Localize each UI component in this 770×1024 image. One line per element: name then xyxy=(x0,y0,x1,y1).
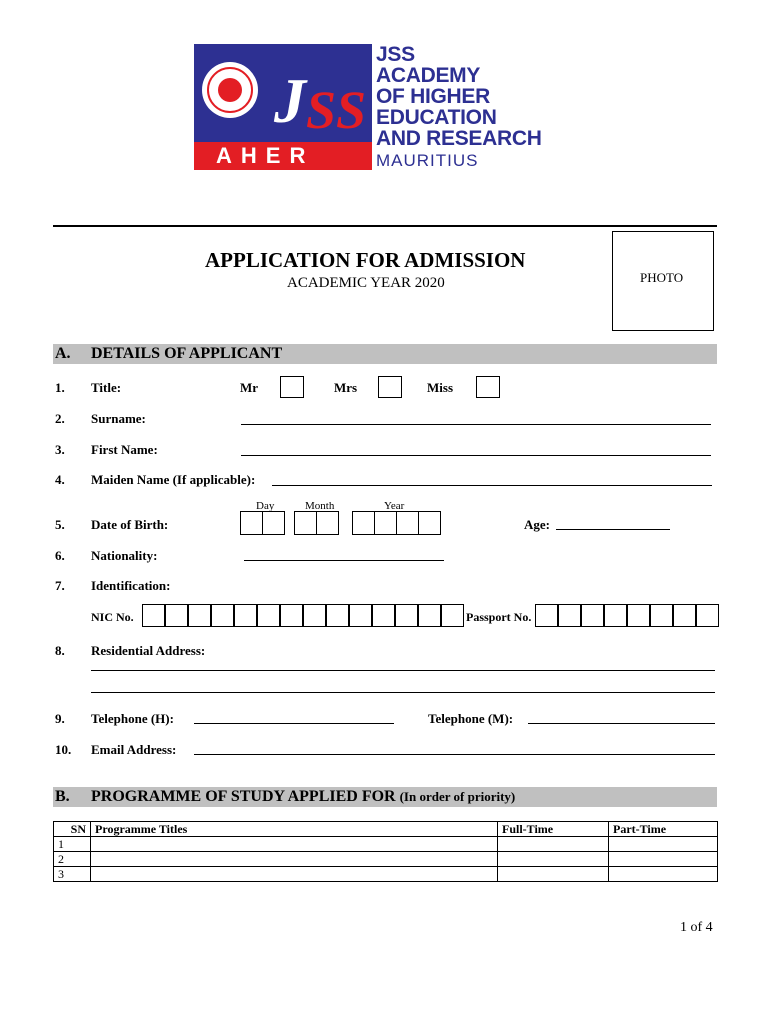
nic-box[interactable] xyxy=(349,604,372,627)
title-option-mr-checkbox[interactable] xyxy=(280,376,304,398)
title-label: Title: xyxy=(91,380,122,395)
field-num-7: 7. xyxy=(55,578,65,593)
field-num-8: 8. xyxy=(55,643,65,658)
col-header-full-time: Full-Time xyxy=(498,822,609,837)
title-option-miss-checkbox[interactable] xyxy=(476,376,500,398)
row-sn: 1 xyxy=(54,837,91,852)
passport-box[interactable] xyxy=(673,604,696,627)
logo-name-line-2: ACADEMY xyxy=(376,64,481,87)
page-subtitle: ACADEMIC YEAR 2020 xyxy=(287,275,445,291)
row-sn: 3 xyxy=(54,867,91,882)
row-programme-cell[interactable] xyxy=(91,867,498,882)
row-sn: 2 xyxy=(54,852,91,867)
telephone-home-label: Telephone (H): xyxy=(91,711,174,726)
dob-day-box[interactable] xyxy=(240,511,263,535)
maiden-name-label: Maiden Name (If applicable): xyxy=(91,472,256,487)
programme-table xyxy=(53,821,718,882)
nic-box[interactable] xyxy=(165,604,188,627)
col-header-sn: SN xyxy=(54,822,91,837)
email-label: Email Address: xyxy=(91,742,177,757)
field-num-2: 2. xyxy=(55,411,65,426)
address-label: Residential Address: xyxy=(91,643,206,658)
nic-box[interactable] xyxy=(280,604,303,627)
page-title: APPLICATION FOR ADMISSION xyxy=(205,248,526,272)
section-b-title: PROGRAMME OF STUDY APPLIED FOR xyxy=(91,788,396,805)
photo-box[interactable] xyxy=(612,231,714,331)
photo-label: PHOTO xyxy=(640,270,684,285)
nic-box[interactable] xyxy=(418,604,441,627)
dob-label: Date of Birth: xyxy=(91,517,169,532)
row-part-time-cell[interactable] xyxy=(609,852,718,867)
col-header-programme: Programme Titles xyxy=(91,822,498,837)
passport-box[interactable] xyxy=(558,604,581,627)
nationality-line[interactable] xyxy=(244,560,444,561)
field-num-5: 5. xyxy=(55,517,65,532)
row-full-time-cell[interactable] xyxy=(498,867,609,882)
dob-month-box[interactable] xyxy=(294,511,317,535)
address-line-1[interactable] xyxy=(91,670,715,671)
section-a-letter: A. xyxy=(55,345,71,362)
row-programme-cell[interactable] xyxy=(91,852,498,867)
passport-boxes[interactable] xyxy=(535,604,719,627)
telephone-mobile-label: Telephone (M): xyxy=(428,711,514,726)
field-num-9: 9. xyxy=(55,711,65,726)
field-num-10: 10. xyxy=(55,742,72,757)
dob-year-box[interactable] xyxy=(352,511,375,535)
age-label: Age: xyxy=(524,517,550,532)
first-name-label: First Name: xyxy=(91,442,158,457)
nic-label: NIC No. xyxy=(91,610,134,624)
nic-box[interactable] xyxy=(326,604,349,627)
field-num-3: 3. xyxy=(55,442,65,457)
nic-box[interactable] xyxy=(234,604,257,627)
surname-line[interactable] xyxy=(241,424,711,425)
field-num-4: 4. xyxy=(55,472,65,487)
section-b-heading xyxy=(91,788,515,806)
logo-aher-text: AHER xyxy=(216,143,315,168)
nic-box[interactable] xyxy=(372,604,395,627)
title-option-mr-label: Mr xyxy=(240,380,259,395)
passport-box[interactable] xyxy=(581,604,604,627)
dob-month-caption: Month xyxy=(305,500,335,512)
row-part-time-cell[interactable] xyxy=(609,837,718,852)
title-option-mrs-checkbox[interactable] xyxy=(378,376,402,398)
first-name-line[interactable] xyxy=(241,455,711,456)
nic-box[interactable] xyxy=(188,604,211,627)
svg-text:J: J xyxy=(274,65,306,136)
maiden-name-line[interactable] xyxy=(272,485,712,486)
page-number: 1 of 4 xyxy=(680,920,713,935)
table-header-row xyxy=(54,822,718,837)
passport-box[interactable] xyxy=(650,604,673,627)
logo-name-line-3: OF HIGHER xyxy=(376,85,490,108)
title-option-miss-label: Miss xyxy=(427,380,453,395)
row-part-time-cell[interactable] xyxy=(609,867,718,882)
field-num-1: 1. xyxy=(55,380,65,395)
nic-box[interactable] xyxy=(257,604,280,627)
row-full-time-cell[interactable] xyxy=(498,852,609,867)
logo-name-line-1: JSS xyxy=(376,43,415,66)
title-option-mrs-label: Mrs xyxy=(334,380,358,395)
passport-box[interactable] xyxy=(696,604,719,627)
logo-name-line-5: AND RESEARCH xyxy=(376,127,542,150)
dob-day-boxes[interactable] xyxy=(240,511,285,535)
field-num-6: 6. xyxy=(55,548,65,563)
nic-box[interactable] xyxy=(395,604,418,627)
nic-box[interactable] xyxy=(211,604,234,627)
dob-day-box[interactable] xyxy=(262,511,285,535)
address-line-2[interactable] xyxy=(91,692,715,693)
dob-year-box[interactable] xyxy=(374,511,397,535)
nationality-label: Nationality: xyxy=(91,548,158,563)
svg-text:SS: SS xyxy=(306,80,367,140)
row-programme-cell[interactable] xyxy=(91,837,498,852)
table-row xyxy=(54,867,718,882)
dob-year-boxes[interactable] xyxy=(352,511,441,535)
table-row xyxy=(54,837,718,852)
dob-year-caption: Year xyxy=(384,500,405,512)
nic-box[interactable] xyxy=(142,604,165,627)
dob-day-caption: Day xyxy=(256,500,275,512)
passport-box[interactable] xyxy=(627,604,650,627)
dob-year-box[interactable] xyxy=(418,511,441,535)
passport-box[interactable] xyxy=(535,604,558,627)
logo-country: MAURITIUS xyxy=(376,151,479,170)
section-b-letter: B. xyxy=(55,788,70,805)
dob-month-boxes[interactable] xyxy=(294,511,339,535)
passport-box[interactable] xyxy=(604,604,627,627)
nic-box[interactable] xyxy=(303,604,326,627)
telephone-mobile-line[interactable] xyxy=(528,723,715,724)
dob-year-box[interactable] xyxy=(396,511,419,535)
nic-boxes[interactable] xyxy=(142,604,464,627)
age-line[interactable] xyxy=(556,529,670,530)
logo-name-line-4: EDUCATION xyxy=(376,106,497,129)
logo xyxy=(194,44,544,170)
nic-box[interactable] xyxy=(441,604,464,627)
table-row xyxy=(54,852,718,867)
col-header-part-time: Part-Time xyxy=(609,822,718,837)
row-full-time-cell[interactable] xyxy=(498,837,609,852)
dob-month-box[interactable] xyxy=(316,511,339,535)
section-a-title: DETAILS OF APPLICANT xyxy=(91,345,283,362)
passport-label: Passport No. xyxy=(466,610,532,624)
surname-label: Surname: xyxy=(91,411,146,426)
logo-emblem xyxy=(194,44,372,142)
email-line[interactable] xyxy=(194,754,715,755)
section-b-note: (In order of priority) xyxy=(399,789,516,804)
telephone-home-line[interactable] xyxy=(194,723,394,724)
identification-label: Identification: xyxy=(91,578,171,593)
header-rule xyxy=(53,225,717,227)
